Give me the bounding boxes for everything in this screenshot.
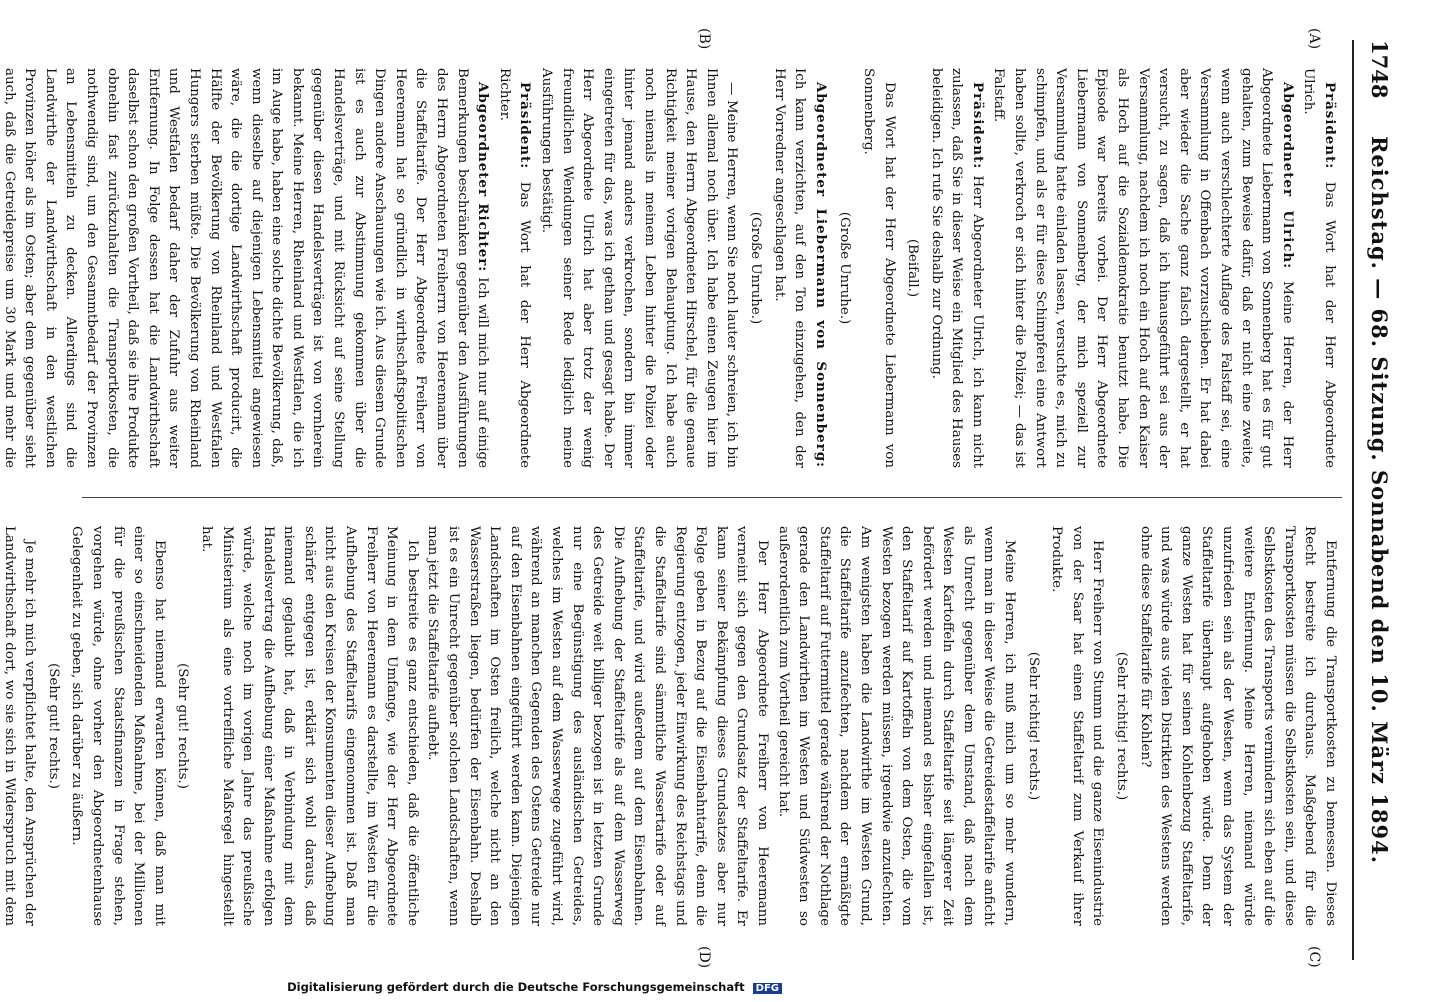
speech-paragraph [857,68,898,468]
header-rule [1352,40,1354,960]
page-header [1352,40,1410,960]
speech-text: Meine Herren, ich muß mich um so mehr wundern, wenn man in dieser Weise die Getreidestaffeltarife anficht als Unrecht gegenüber dem Umstand, daß nach dem Westen Kartoffeln durch Staffeltarife seit längerer Zeit befördert werden und niemand es bisher eingefallen ist, den Staffeltarif auf Kartoffeln von dem Osten, die vom Westen bezogen werden müssen, irgendwie anzufechten. Am wenigsten haben die Landwirthe im Westen Grund, die Staffeltarife anzufechten, nachdem der ermäßigte Staffeltarif auf Futtermittel gerade während der Nothlage gerade den Landwirthen im Westen und Südwesten so außerordentlich zum Vortheil gereicht hat. [775,526,1018,926]
margin-mark-c: (C) [1306,946,1322,968]
speech-text: Das Wort hat der Herr Abgeordnete Richter. [496,68,533,468]
column-divider [82,497,1342,498]
speech-paragraph [1046,526,1108,926]
interjection: (Große Unruhe.) [747,211,763,325]
column-left [1,68,1340,469]
speaker-name: Abgeordneter Ulrich: [1279,82,1296,270]
column-right [1,526,1340,926]
speaker-name: Abgeordneter Richter: [475,82,492,273]
dfg-logo: DFG [753,983,782,994]
page-number: 1748 [1367,40,1392,99]
footer-text: Digitalisierung gefördert durch die Deutsche Forschungsgemeinschaft [287,980,745,994]
page-title: Reichstag. — 68. Sitzung. Sonnabend den 10. März 1894. [1367,135,1392,865]
interjection: (Beifall.) [905,238,921,298]
speech-text: Herr Freiherr von Stumm und die ganze Eisenindustrie von der Saar hat einen Staffeltarif zum Verkauf ihrer Produkte. [1049,526,1106,926]
digitization-footer [2,980,782,1002]
speech-paragraph [768,68,831,468]
speech-text: Ebenso hat niemand erwarten können, daß man mit einer so einschneidenden Maßnahme, bei der Millionen für die preußischen Staatsfinanzen in Frage stehen, vorgehen würde, ohne vorher den Abgeordnetenhause Gelegenheit zu geben, sich darüber zu äußern. [69,526,167,926]
interjection: (Sehr gut! rechts.) [175,662,191,789]
speech-paragraph [535,68,741,468]
interjection: (Sehr richtig! rechts.) [1114,651,1130,801]
speech-text: Ich bestreite es ganz entschieden, daß die öffentliche Meinung in dem Umfange, wie der Herr Abgeordnete Freiherr von Heeremann es darstellte, im Westen für die Aufhebung des Staffeltarifs eingenommen ist. Daß man nicht aus den Kreisen der Konsumenten dieser Aufhebung schärfer entgegen ist, erklärt sich wohl daraus, daß niemand geglaubt hat, daß in Verbindung mit dem Handelsvertrag die Aufhebung einer Maßnahme erfolgen würde, welche noch im vorigen Jahre das preußische Ministerium als eine vortreffliche Maßregel hingestellt hat. [198,526,420,926]
speech-text: Das Wort hat der Herr Abgeordnete Liebermann von Sonnenberg. [860,68,897,468]
speech-paragraph [0,68,493,468]
margin-mark-a: (A) [1306,28,1322,50]
speech-paragraph [925,68,988,468]
speech-text: — Meine Herren, wenn Sie noch lauter schreien, ich bin Ihnen allemal noch über. Ich habe einen Zeugen hier im Hause, den Herrn Abgeordneten Hirschel, für die genaue Richtigkeit meiner vorigen Behauptung. Ich habe auch noch niemals in meinem Leben hinter die Polizei oder hinter jemand anders verkrochen, sondern bin immer eingetreten für das, was ich gethan und gesagt habe. Der Herr Abgeordnete Ulrich hat aber trotz der wenig freundlichen Wendungen seiner Rede lediglich meine Ausführungen bestätigt. [539,68,740,468]
speaker-name: Präsident: [1322,82,1338,170]
speech-paragraph [772,526,1019,926]
interjection: (Große Unruhe.) [837,211,853,325]
speaker-name: Präsident: [969,82,986,170]
margin-mark-d: (D) [696,946,712,969]
speaker-name: Abgeordneter Liebermann von Sonnenberg: [812,82,829,468]
speech-text: Das Wort hat der Herr Abgeordnete Ulrich. [1301,68,1337,468]
speech-text: Entfernung die Transportkosten zu bemessen. Dieses Recht bestreite ich durchaus. Maßgebend für die Transportkosten müssen die Selbstkosten sein, und diese Selbstkosten des Transports vermindern sich eben auf die weitere Entfernung. Meine Herren, niemand würde unzufrieden sein als der Westen, wenn das System der Staffeltarife überhaupt aufgehoben würde. Denn der ganze Westen hat für seinen Kohlenbezug Staffeltarife, und was würde aus vielen Distrikten des Westens werden ohne diese Staffeltarife für Kohlen? [1137,526,1338,926]
speech-text: Der Herr Abgeordnete Freiherr von Heeremann verneint sich gegen den Grundsatz der Staffeltarife. Er kann seiner Bekämpfung dieses Grundsatzes aber nur Folge geben in Bezug auf die Eisenbahntarife, denn die Regierung entzogen, jeder Einwirkung des Reichstags und die Staffeltarife sind sämmtliche Wassertarife oder auf Staffeltarife, und wird außerdem auf dem Eisenbahnen. Die Aufhebung der Staffeltarife als auf dem Wasserweg des Getreide weit billiger bezogen ist in letzten Grunde nur eine Begünstigung des ausländischen Getreides, welches im Westen auf dem Wasserwege zugeführt wird, während an manchen Gegenden des Ostens Getreide nur auf den Eisenbahnen eingeführt werden kann. Diejenigen Landschaften im Osten freilich, welche nicht an den Wasserstraßen liegen, bedürfen der Eisenbahn. Deshalb ist es ein Unrecht gegenüber solchen Landschaften, wenn man jetzt die Staffeltarife aufhebt. [425,526,770,926]
speech-text: Meine Herren, der Herr Abgeordnete Liebermann von Sonnenberg hat es für gut gehalten, zum Beweise dafür, daß er nicht eine zweite, wenn auch verschlechterte Auflage des Falstaff sei, eine Versammlung in Offenbach vorzuschieben. Er hat dabei aber wieder die Sache ganz falsch dargestellt, er hat versucht, zu sagen, daß ich hinausgeführt sei aus der Versammlung, nachdem ich noch ein Hoch auf den Kaiser als Hoch auf die Sozialdemokratie benutzt habe. Die Episode war bereits vorbei. Der Herr Abgeordnete Liebermann von Sonnenberg, der mich speziell zur Versammlung hatte einladen lassen, versuchte es, mich zu schimpfen, und als er für diese Schimpferei eine Antwort haben sollte, verkroch er sich hinter die Polizei; — das ist Falstaff. [991,68,1295,469]
speech-paragraph [1298,68,1340,468]
speech-paragraph [66,526,169,926]
speech-paragraph [422,526,772,926]
speech-paragraph [0,526,39,926]
speech-paragraph [1134,526,1340,926]
margin-mark-b: (B) [696,28,712,50]
speech-text: Herr Abgeordneter Ulrich, ich kann nicht zulassen, daß Sie in dieser Weise ein Mitglied des Hauses beleidigen. Ich rufe Sie deshalb zur Ordnung. [928,68,985,468]
speech-text: Je mehr ich mich verpflichtet halte, den Ansprüchen der Landwirthschaft dort, wo sie sich in Widerspruch mit dem [1,526,38,926]
interjection: (Sehr gut! rechts.) [45,662,61,789]
interjection: (Sehr richtig! rechts.) [1025,651,1041,801]
speech-paragraph [988,68,1298,468]
speech-text: Ich kann verzichten, auf den Ton einzugehen, den der Herr Vorredner angeschlagen hat. [771,68,808,468]
speech-paragraph [493,68,535,468]
speaker-name: Präsident: [517,82,534,170]
speech-paragraph [195,526,422,926]
speech-text: Ich will mich nur auf einige Bemerkungen beschränken gegenüber den Ausführungen des Herrn Abgeordneten Freiherrn von Heeremann über die Staffeltarife. Der Herr Abgeordnete Freiherr von Heeremann hat so gründlich in wirthschaftspolitischen Dingen andere Anschauungen wie ich. Aus diesem Grunde ist es auch zur Abstimmung gekommen über die Handelsverträge, und mit Rücksicht auf seine Stellung gegenüber diesen Handelsverträgen ist von vornherein bekannt. Meine Herren, Rheinland und Westfalen, die ich im Auge habe, haben eine solche dichte Bevölkerung, daß, wenn dieselbe auf diejenigen Lebensmittel angewiesen wäre, die die dortige Landwirthschaft producirt, die Hälfte der Bevölkerung von Rheinland und Westfalen Hungers sterben müßte. Die Bevölkerung von Rheinland und Westfalen bedarf daher der Zufuhr aus weiter Entfernung. In Folge dessen hat die Landwirthschaft daselbst schon den großen Vortheil, daß sie ihre Produkte obnehin fast zurückzuhalten die Transportkosten, die nothwendig sind, um den Gesammtbedarf der Provinzen an Lebensmitteln zu decken. Allerdings sind die Landwirthe der Landwirthschaft in den westlichen Provinzen höher als im Osten; aber dem gegenüber sieht auch, daß die Getreidepreise um 30 Mark und mehr die [1,68,491,469]
